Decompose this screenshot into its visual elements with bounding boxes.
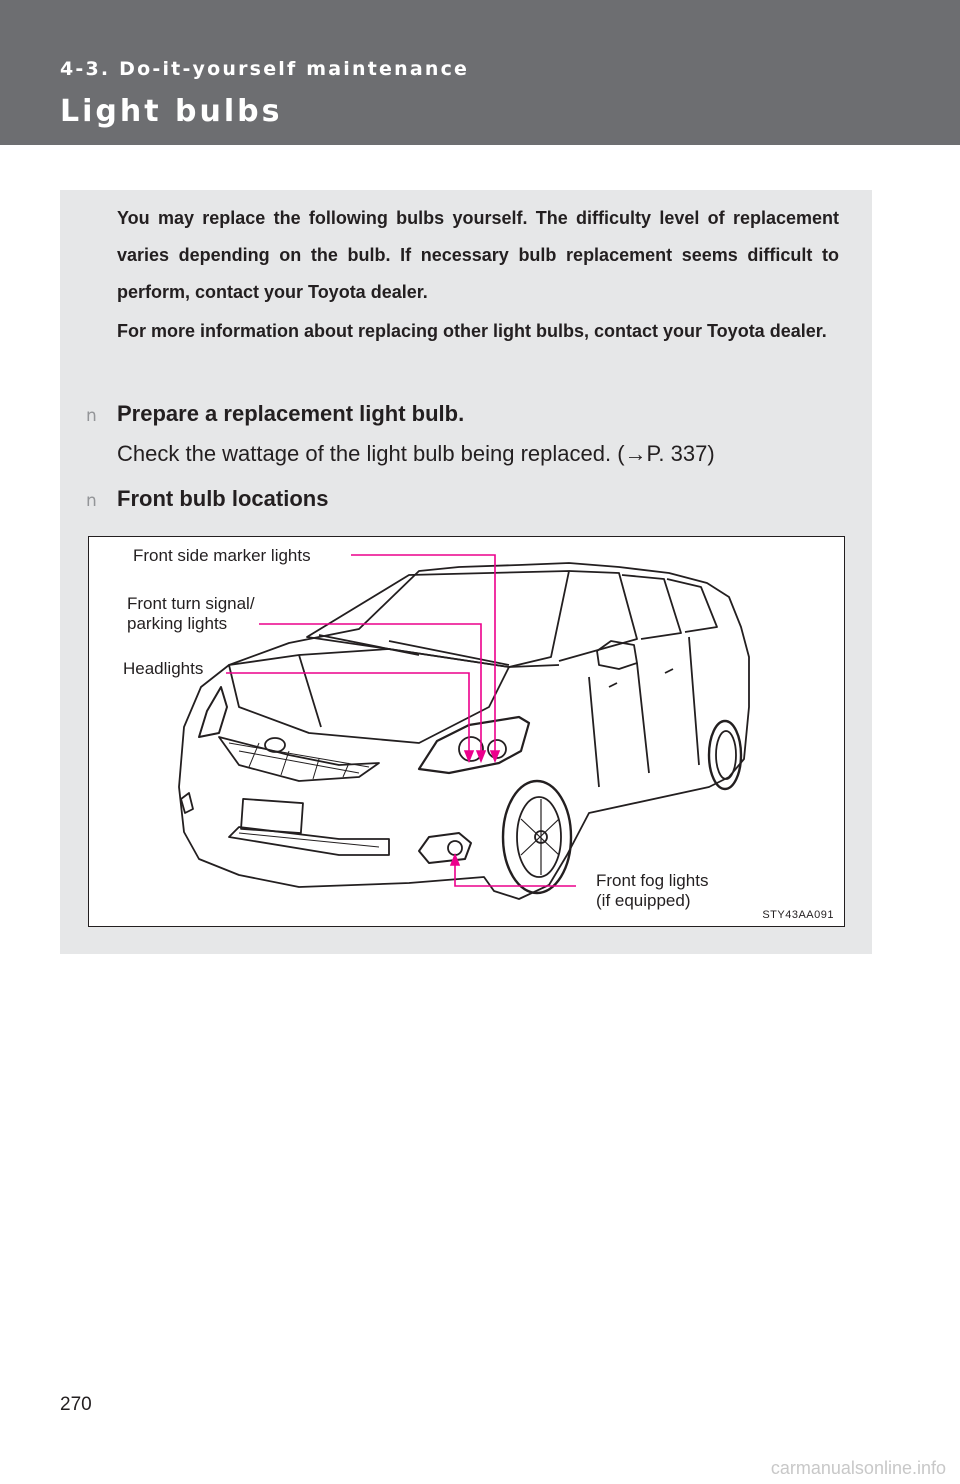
section-body-prepare: Check the wattage of the light bulb being replaced. (→P. 337) — [117, 441, 715, 466]
bullet-marker: n — [86, 406, 97, 426]
chapter-header — [0, 0, 960, 145]
callout-front-turn-signal-line1: Front turn signal/ — [127, 594, 255, 613]
page-number: 270 — [60, 1394, 92, 1415]
section-label: 4-3. Do-it-yourself maintenance — [60, 58, 470, 80]
intro-paragraph-1: You may replace the following bulbs yourself. The difficulty level of replacement varies depending on the bulb. If necessary bulb replacement seems difficult to perform, contact your Toyota dealer. — [117, 208, 839, 302]
section-title-prepare: Prepare a replacement light bulb. — [117, 401, 465, 426]
watermark: carmanualsonline.info — [770, 1458, 946, 1478]
callout-headlights: Headlights — [123, 659, 204, 678]
figure-code: STY43AA091 — [762, 909, 834, 921]
section-title-front-bulbs: Front bulb locations — [117, 486, 329, 511]
intro-paragraph-2: For more information about replacing other light bulbs, contact your Toyota dealer. — [117, 321, 827, 341]
car-illustration-figure — [88, 536, 845, 927]
bullet-marker: n — [86, 491, 97, 511]
callout-front-turn-signal-line2: parking lights — [127, 614, 228, 633]
page-title: Light bulbs — [60, 94, 283, 129]
callout-front-fog-lights-line2: (if equipped) — [596, 891, 691, 910]
callout-front-side-marker-lights: Front side marker lights — [133, 546, 311, 565]
callout-front-fog-lights-line1: Front fog lights — [596, 871, 709, 890]
